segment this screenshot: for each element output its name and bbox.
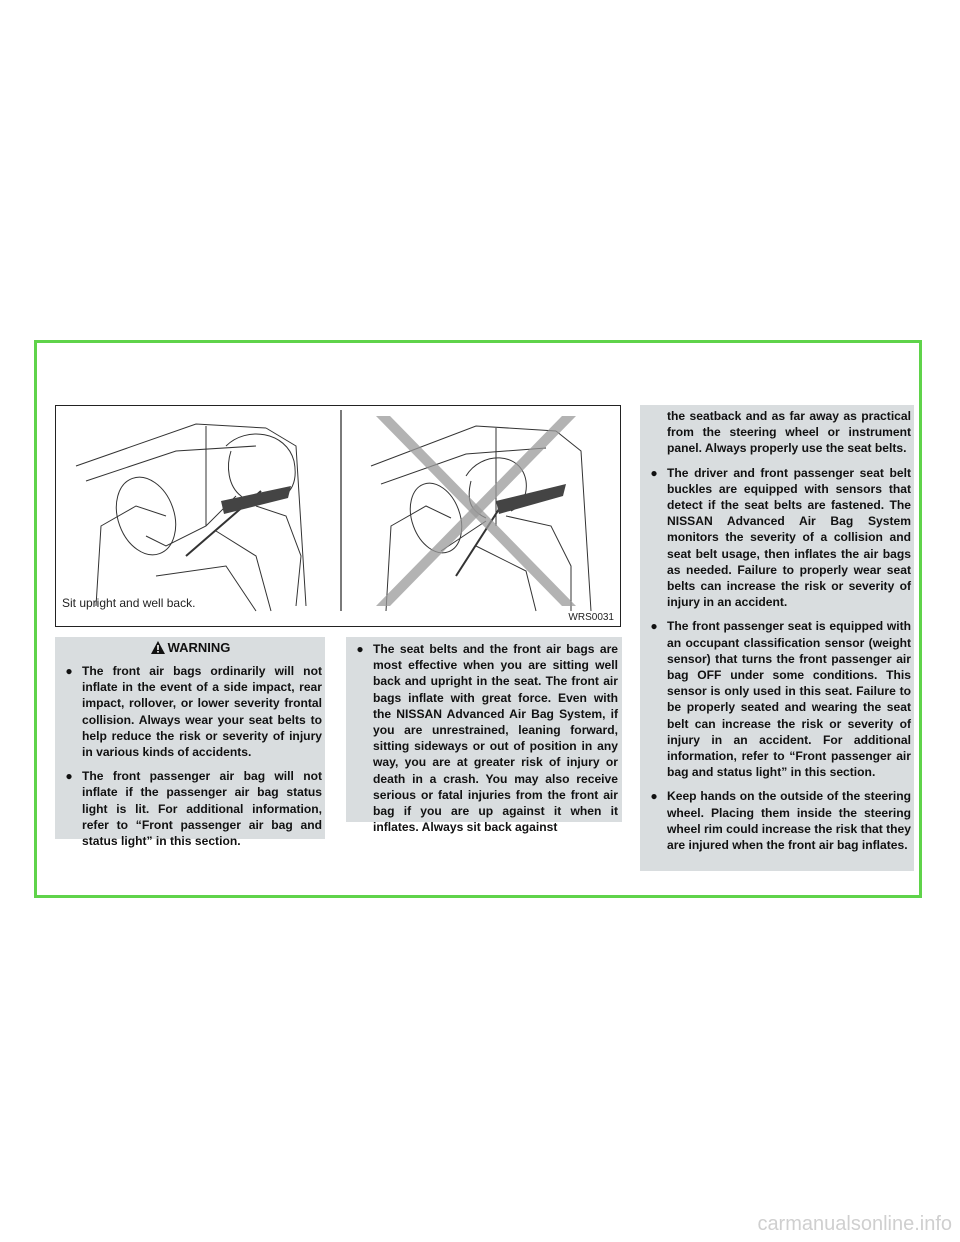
- warning-title: WARNING: [167, 640, 231, 655]
- bullet-text: The front passenger air bag will not inflate if the passenger air bag status light is lit. For additional information, refer to “Front passenger air bag and status light” in this section.: [82, 769, 322, 849]
- warning-column-3: [645, 408, 911, 861]
- warning-bullet: [645, 618, 911, 780]
- site-watermark: carmanualsonline.info: [757, 1213, 952, 1235]
- bullet-icon: ●: [65, 664, 73, 678]
- bullet-icon: ●: [650, 619, 658, 634]
- bullet-icon: ●: [650, 789, 658, 804]
- warning-bullet: [60, 663, 322, 760]
- bullet-text: The front air bags ordinarily will not inflate in the event of a side impact, rear impact, rollover, or lower severity frontal collision. Always wear your seat belts to help reduce the risk or severity of injury in various kinds of accidents.: [82, 664, 322, 760]
- bullet-text: The seat belts and the front air bags are most effective when you are sitting well back and upright in the seat. The front air bags inflate with great force. Even with the NISSAN Advanced Air Bag System, if you are unrestrained, leaning forward, sitting sideways or out of position in any way, you are at greater risk of injury or death in a crash. You may also receive serious or fatal injuries from the front air bag if you are up against it when it inflates. Always sit back against: [373, 642, 618, 835]
- warning-bullet: [60, 768, 322, 849]
- warning-bullet: [645, 465, 911, 611]
- bullet-text: Keep hands on the outside of the steering wheel. Placing them inside the steering wheel rim could increase the risk that they are injured when the front air bag inflates.: [667, 789, 911, 853]
- bullet-icon: ●: [650, 465, 658, 480]
- bullet-text: The front passenger seat is equipped with an occupant classification sensor (weight sensor) that turns the front passenger air bag OFF under some conditions. This sensor is only used in this seat. Failure to be properly seated and wearing the seat belt can increase the risk or severity of injury in an accident. For additional information, refer to “Front passenger air bag and status light” in this section.: [667, 619, 911, 780]
- warning-heading: [55, 637, 325, 659]
- figure-caption: Sit upright and well back.: [62, 596, 196, 610]
- warning-column-2: [351, 641, 618, 843]
- illustration-drawing: [56, 406, 622, 628]
- continued-text: the seatback and as far away as practical from the steering wheel or instrument panel. Always properly use the seat belts.: [667, 409, 911, 456]
- warning-bullet: [351, 641, 618, 835]
- warning-bullet: [645, 788, 911, 853]
- warning-column-1: [60, 663, 322, 857]
- bullet-text: The driver and front passenger seat belt buckles are equipped with sensors that detect if the seat belts are fastened. The NISSAN Advanced Air Bag System monitors the severity of a collision and seat belt usage, then inflates the air bags as needed. Failure to properly wear seat belts can increase the risk or severity of injury in an accident.: [667, 465, 911, 610]
- bullet-icon: ●: [356, 642, 364, 656]
- figure-code: WRS0031: [568, 612, 614, 623]
- warning-triangle-icon: [150, 640, 166, 655]
- seating-illustration: [55, 405, 621, 627]
- bullet-icon: ●: [65, 769, 73, 784]
